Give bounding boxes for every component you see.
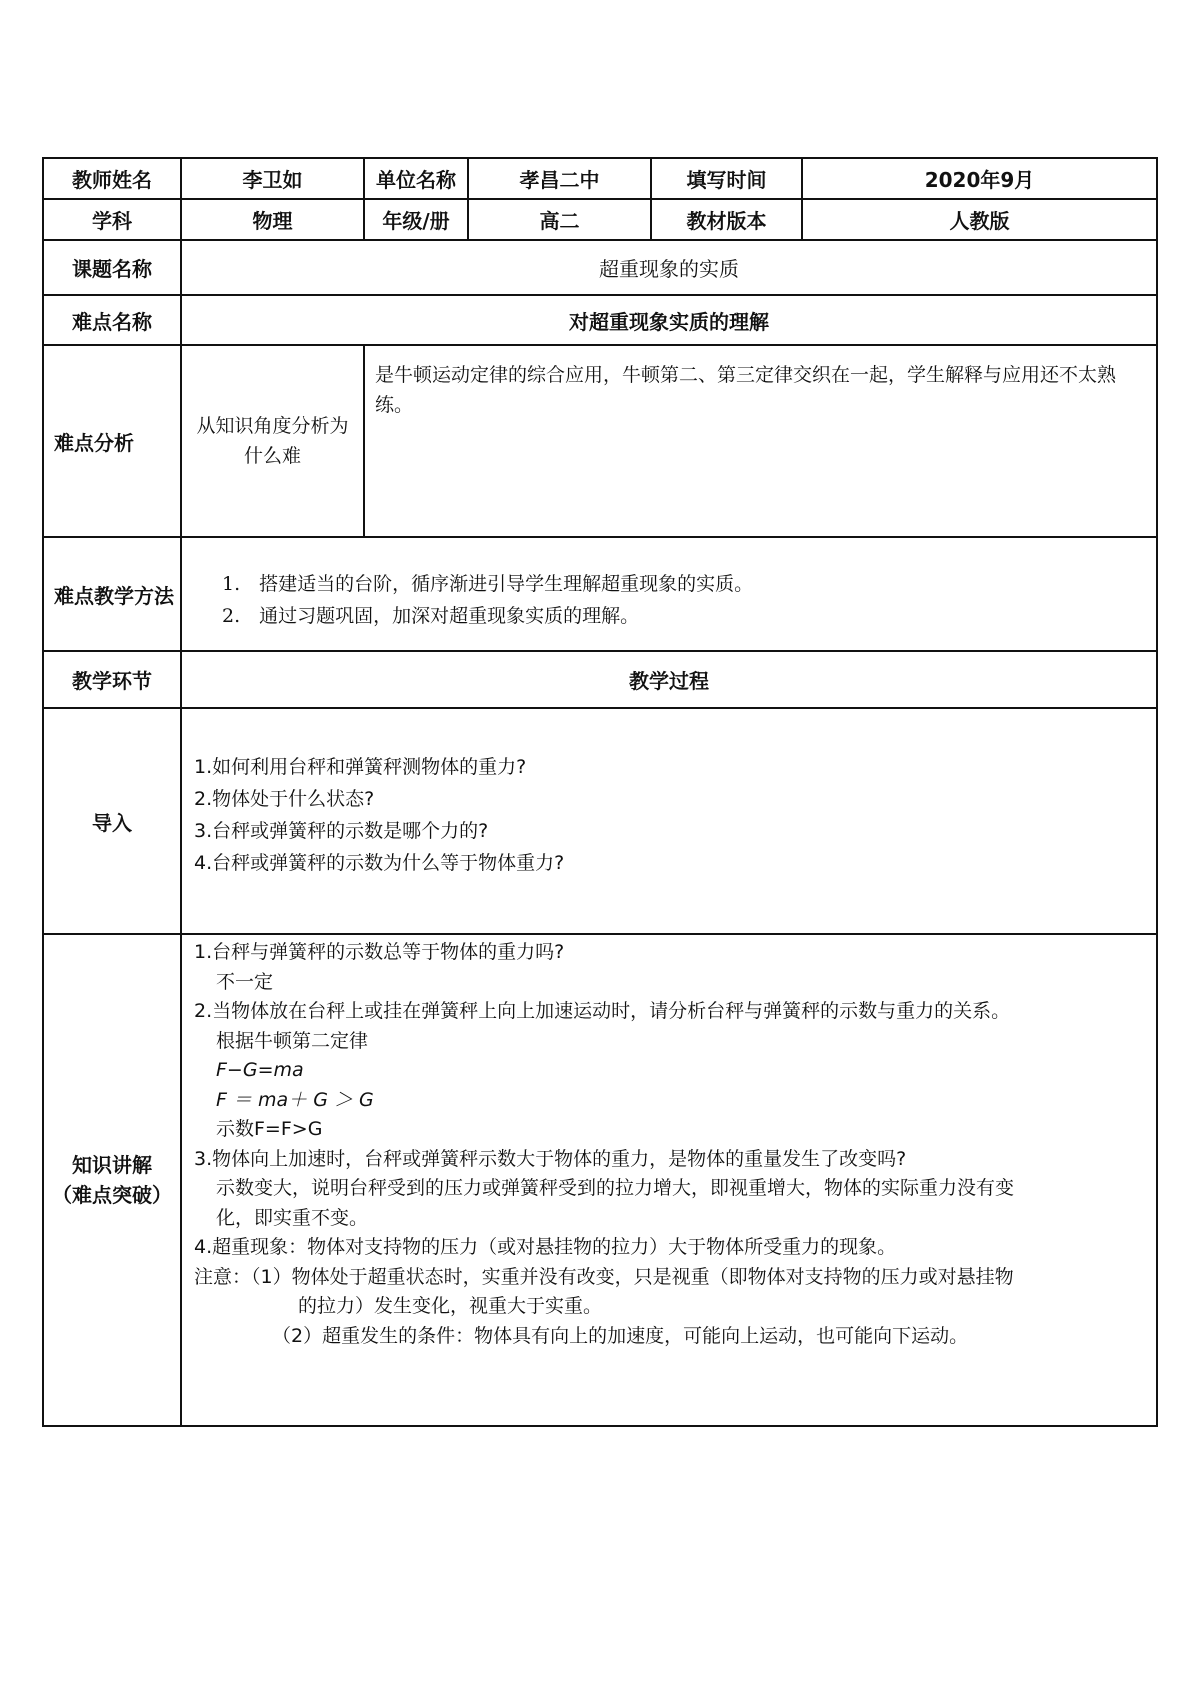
- intro-item: 2.物体处于什么状态?: [194, 788, 375, 810]
- knowledge-q2: 2.当物体放在台秤上或挂在弹簧秤上向上加速运动时，请分析台秤与弹簧秤的示数与重力的关系。: [194, 1000, 1011, 1022]
- difficulty-value: 对超重现象实质的理解: [181, 295, 1157, 345]
- knowledge-label-line1: 知识讲解: [72, 1153, 152, 1177]
- method-list: [181, 537, 1157, 651]
- process-label: 教学环节: [43, 651, 181, 708]
- header-row-2: [43, 199, 1157, 240]
- knowledge-q4: 4.超重现象：物体对支持物的压力（或对悬挂物的拉力）大于物体所受重力的现象。: [194, 1236, 897, 1258]
- knowledge-content: [181, 934, 1157, 1426]
- knowledge-a2: 根据牛顿第二定律: [216, 1029, 369, 1052]
- topic-row: [43, 240, 1157, 295]
- teacher-value: 李卫如: [181, 158, 364, 199]
- knowledge-label-line2: （难点突破）: [52, 1183, 172, 1207]
- subject-value: 物理: [181, 199, 364, 240]
- method-item: 1. 搭建适当的台阶，循序渐进引导学生理解超重现象的实质。: [222, 573, 754, 595]
- intro-item: 3.台秤或弹簧秤的示数是哪个力的?: [194, 820, 489, 842]
- lesson-plan-table: [42, 157, 1158, 1427]
- header-row-1: [43, 158, 1157, 199]
- process-title: 教学过程: [181, 651, 1157, 708]
- difficulty-row: [43, 295, 1157, 345]
- equation-2: F ＝ ma＋ G ＞ G: [216, 1088, 374, 1111]
- knowledge-q3: 3.物体向上加速时，台秤或弹簧秤示数大于物体的重力，是物体的重量发生了改变吗?: [194, 1147, 907, 1170]
- intro-row: [43, 708, 1157, 934]
- intro-item: 4.台秤或弹簧秤的示数为什么等于物体重力?: [194, 852, 565, 874]
- knowledge-a3b: 化，即实重不变。: [216, 1206, 369, 1229]
- knowledge-a1: 不一定: [216, 970, 274, 993]
- textbook-value: 人教版: [802, 199, 1157, 240]
- subject-label: 学科: [43, 199, 181, 240]
- date-value: 2020年9月: [802, 158, 1157, 199]
- equation-1: F−G=ma: [216, 1059, 304, 1081]
- method-item: 2. 通过习题巩固，加深对超重现象实质的理解。: [222, 605, 640, 627]
- difficulty-label: 难点名称: [43, 295, 181, 345]
- knowledge-a3a: 示数变大，说明台秤受到的压力或弹簧秤受到的拉力增大，即视重增大，物体的实际重力没有变: [216, 1177, 1015, 1199]
- unit-value: 孝昌二中: [468, 158, 651, 199]
- intro-label: 导入: [43, 708, 181, 934]
- textbook-label: 教材版本: [651, 199, 802, 240]
- unit-label: 单位名称: [364, 158, 468, 199]
- process-row: [43, 651, 1157, 708]
- analysis-text: 是牛顿运动定律的综合应用，牛顿第二、第三定律交织在一起，学生解释与应用还不太熟练。: [364, 345, 1157, 537]
- topic-value: 超重现象的实质: [181, 240, 1157, 295]
- analysis-sub-label: 从知识角度分析为什么难: [181, 345, 364, 537]
- teacher-label: 教师姓名: [43, 158, 181, 199]
- knowledge-note1b: 的拉力）发生变化，视重大于实重。: [298, 1295, 603, 1317]
- analysis-row: [43, 345, 1157, 537]
- intro-list: [181, 708, 1157, 934]
- method-row: [43, 537, 1157, 651]
- grade-value: 高二: [468, 199, 651, 240]
- topic-label: 课题名称: [43, 240, 181, 295]
- knowledge-label: [43, 934, 181, 1426]
- date-label: 填写时间: [651, 158, 802, 199]
- lesson-plan-form: [42, 157, 1156, 1427]
- grade-label: 年级/册: [364, 199, 468, 240]
- knowledge-q1: 1.台秤与弹簧秤的示数总等于物体的重力吗?: [194, 941, 565, 963]
- knowledge-note1: 注意：（1）物体处于超重状态时，实重并没有改变，只是视重（即物体对支持物的压力或对悬挂物: [194, 1265, 1014, 1288]
- analysis-label: 难点分析: [43, 345, 181, 537]
- knowledge-row: [43, 934, 1157, 1426]
- intro-item: 1.如何利用台秤和弹簧秤测物体的重力?: [194, 756, 527, 778]
- equation-3: 示数F=F>G: [216, 1118, 323, 1140]
- knowledge-note2: （2）超重发生的条件：物体具有向上的加速度，可能向上运动，也可能向下运动。: [272, 1324, 969, 1347]
- method-label: 难点教学方法: [43, 537, 181, 651]
